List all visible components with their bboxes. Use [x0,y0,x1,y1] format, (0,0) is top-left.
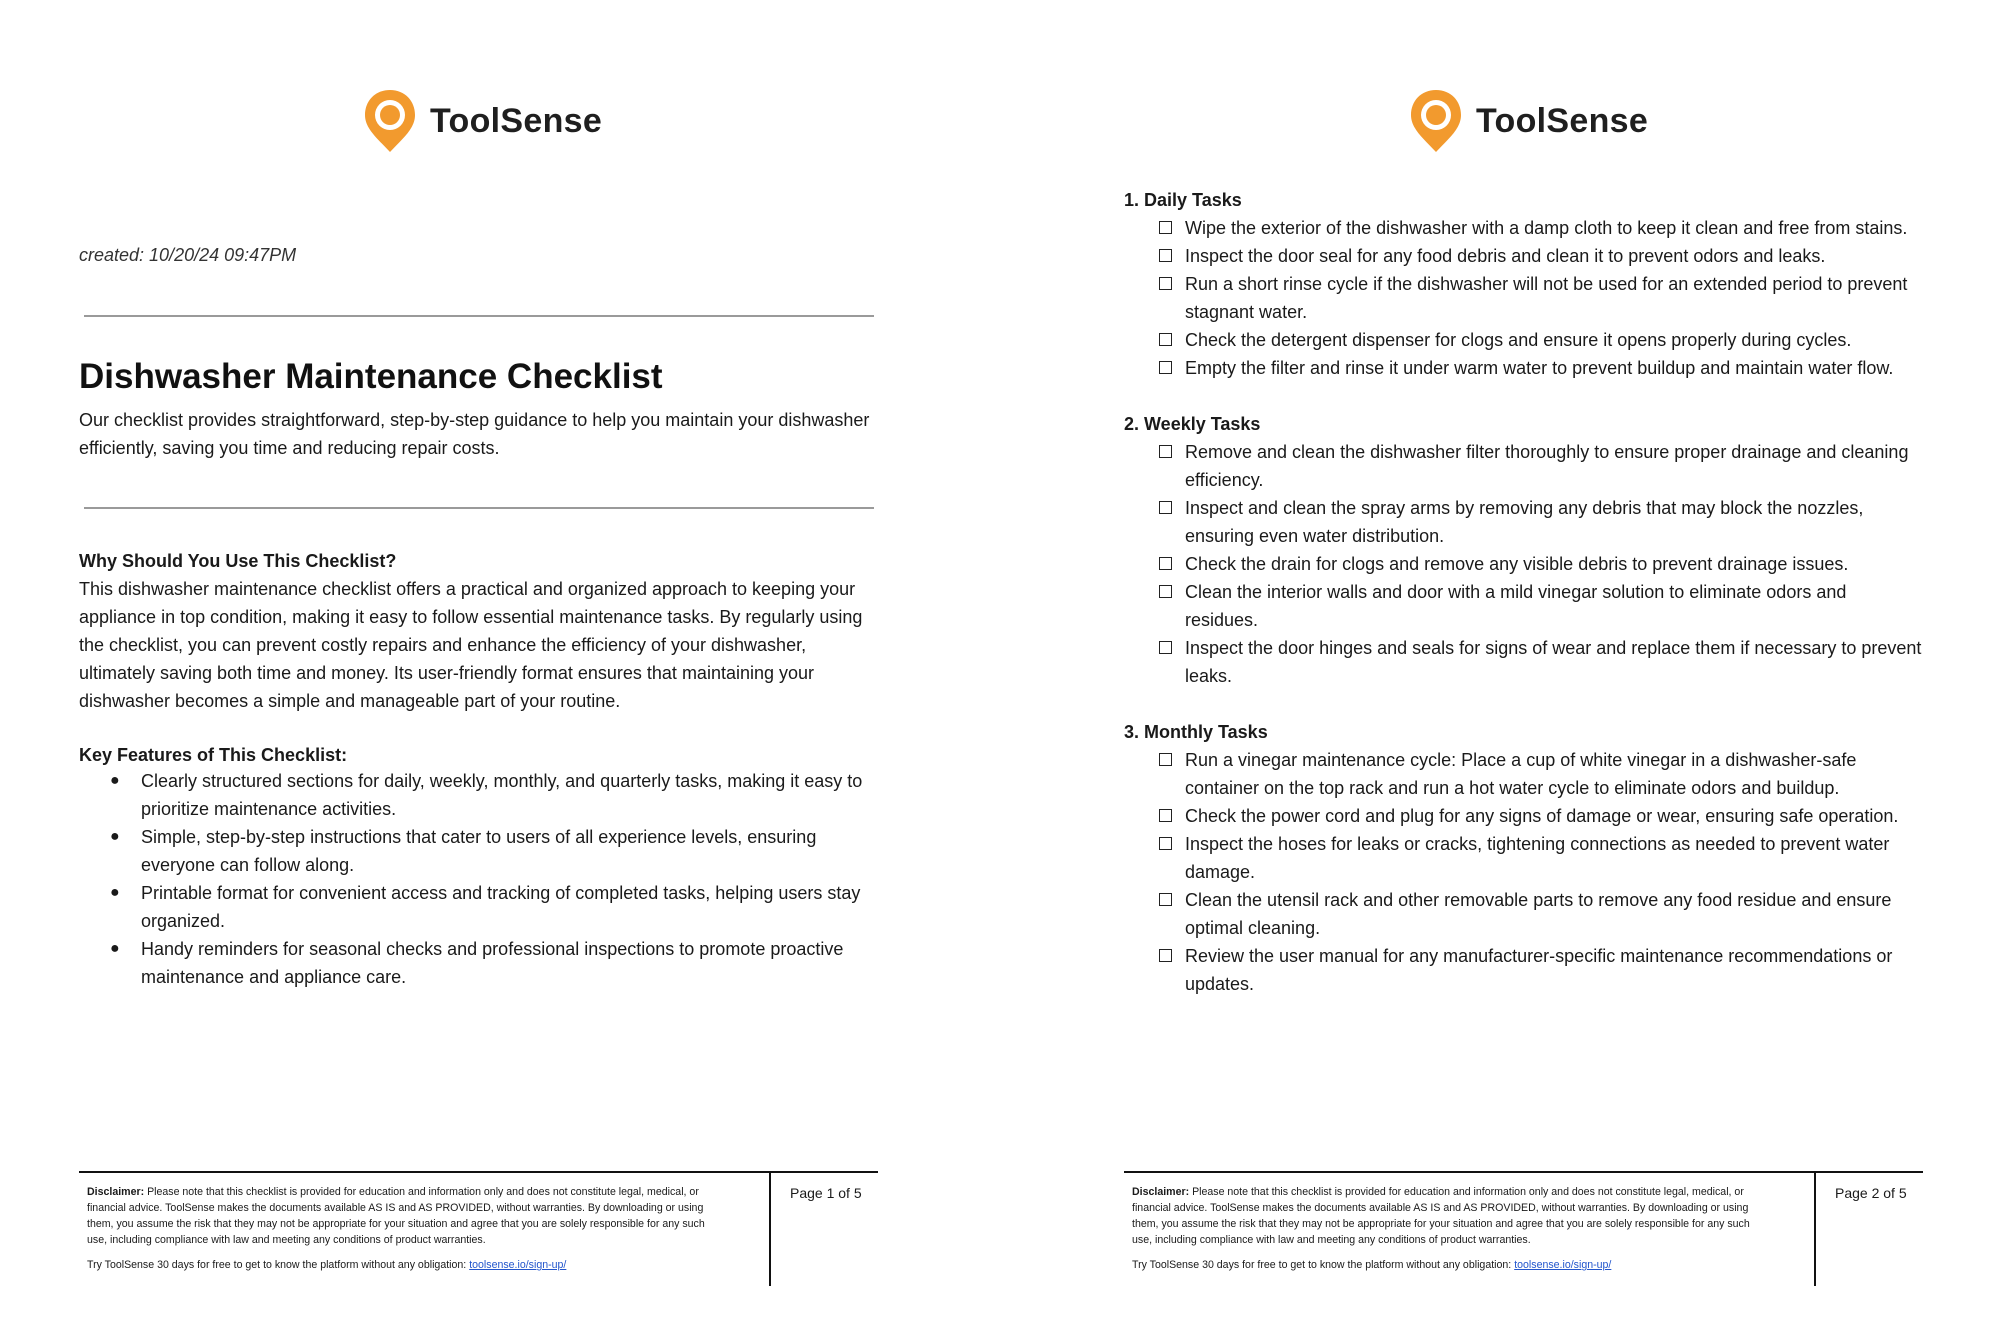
brand-name: ToolSense [430,101,603,140]
list-item: ● Clearly structured sections for daily, weekly, monthly, and quarterly tasks, making it easy to prioritize maintenance activities. [79,767,879,823]
task-checkbox[interactable] [1159,837,1172,850]
list-item: ● Printable format for convenient access and tracking of completed tasks, helping users stay organized. [79,879,879,935]
features-heading: Key Features of This Checklist: [79,745,348,765]
weekly-tasks-section [1124,410,1924,690]
task-checkbox[interactable] [1159,753,1172,766]
task-item: Inspect and clean the spray arms by removing any debris that may block the nozzles, ensuring even water distribution. [1124,494,1924,550]
task-list [1124,438,1924,690]
page-footer [1124,1171,1923,1286]
task-item: Clean the utensil rack and other removable parts to remove any food residue and ensure optimal cleaning. [1124,886,1924,942]
features-list [79,767,879,991]
task-sections [1124,186,1924,1026]
task-checkbox[interactable] [1159,277,1172,290]
why-heading: Why Should You Use This Checklist? [79,551,397,571]
trial-note: Try ToolSense 30 days for free to get to know the platform without any obligation: toolsense.io/sign-up/ [1132,1259,1612,1271]
bullet-icon: ● [110,940,120,957]
section-heading: 1. Daily Tasks [1124,190,1242,210]
signup-link[interactable]: toolsense.io/sign-up/ [469,1259,567,1271]
signup-link[interactable]: toolsense.io/sign-up/ [1514,1259,1612,1271]
created-timestamp: created: 10/20/24 09:47PM [79,245,297,265]
page-title: Dishwasher Maintenance Checklist [79,357,663,396]
page-number: Page 2 of 5 [1835,1185,1907,1201]
section-heading: 2. Weekly Tasks [1124,414,1261,434]
task-checkbox[interactable] [1159,333,1172,346]
list-item: ● Simple, step-by-step instructions that cater to users of all experience levels, ensuring everyone can follow along. [79,823,879,879]
footer-divider [1814,1173,1816,1286]
bullet-icon: ● [110,828,120,845]
task-item: Remove and clean the dishwasher filter thoroughly to ensure proper drainage and cleaning efficiency. [1124,438,1924,494]
task-list [1124,214,1924,382]
task-checkbox[interactable] [1159,361,1172,374]
map-pin-icon [362,88,418,154]
brand-name: ToolSense [1476,101,1649,140]
task-item: Inspect the door hinges and seals for signs of wear and replace them if necessary to prevent leaks. [1124,634,1924,690]
trial-note: Try ToolSense 30 days for free to get to know the platform without any obligation: toolsense.io/sign-up/ [87,1259,567,1271]
page-footer [79,1171,878,1286]
task-item: Review the user manual for any manufacturer-specific maintenance recommendations or updates. [1124,942,1924,998]
monthly-tasks-section [1124,718,1924,998]
brand-logo [362,88,602,154]
task-item: Check the drain for clogs and remove any visible debris to prevent drainage issues. [1124,550,1924,578]
task-checkbox[interactable] [1159,445,1172,458]
section-heading: 3. Monthly Tasks [1124,722,1268,742]
intro-text: Our checklist provides straightforward, step-by-step guidance to help you maintain your dishwasher efficiently, saving you time and reducing repair costs. [79,410,870,458]
bullet-icon: ● [110,772,120,789]
task-item: Check the power cord and plug for any signs of damage or wear, ensuring safe operation. [1124,802,1924,830]
map-pin-icon [1408,88,1464,154]
task-checkbox[interactable] [1159,893,1172,906]
brand-logo [1408,88,1648,154]
task-checkbox[interactable] [1159,221,1172,234]
task-item: Clean the interior walls and door with a mild vinegar solution to eliminate odors and residues. [1124,578,1924,634]
task-item: Inspect the door seal for any food debris and clean it to prevent odors and leaks. [1124,242,1924,270]
task-checkbox[interactable] [1159,557,1172,570]
task-list [1124,746,1924,998]
task-checkbox[interactable] [1159,949,1172,962]
divider [84,315,874,317]
task-checkbox[interactable] [1159,585,1172,598]
footer-divider [769,1173,771,1286]
task-checkbox[interactable] [1159,501,1172,514]
task-item: Wipe the exterior of the dishwasher with a damp cloth to keep it clean and free from stains. [1124,214,1924,242]
divider [84,507,874,509]
task-checkbox[interactable] [1159,641,1172,654]
task-checkbox[interactable] [1159,249,1172,262]
disclaimer: Disclaimer: Please note that this checklist is provided for education and information only and does not constitute legal, medical, or financial advice. ToolSense makes the documents available AS IS and AS PROVIDED, without warranties. By downloading or using them, you assume the risk that they may not be appropriate for your situation and agree that you are solely responsible for any such use, including compliance with law and meeting any conditions of product warranties. [1132,1186,1750,1246]
task-checkbox[interactable] [1159,809,1172,822]
list-item: ● Handy reminders for seasonal checks and professional inspections to promote proactive maintenance and appliance care. [79,935,879,991]
bullet-icon: ● [110,884,120,901]
task-item: Inspect the hoses for leaks or cracks, tightening connections as needed to prevent water damage. [1124,830,1924,886]
document-page-2 [1000,0,2000,1335]
task-item: Run a vinegar maintenance cycle: Place a cup of white vinegar in a dishwasher-safe container on the top rack and run a hot water cycle to eliminate odors and buildup. [1124,746,1924,802]
task-item: Check the detergent dispenser for clogs and ensure it opens properly during cycles. [1124,326,1924,354]
page-number: Page 1 of 5 [790,1185,862,1201]
daily-tasks-section [1124,186,1924,382]
task-item: Empty the filter and rinse it under warm water to prevent buildup and maintain water flow. [1124,354,1924,382]
disclaimer: Disclaimer: Please note that this checklist is provided for education and information only and does not constitute legal, medical, or financial advice. ToolSense makes the documents available AS IS and AS PROVIDED, without warranties. By downloading or using them, you assume the risk that they may not be appropriate for your situation and agree that you are solely responsible for any such use, including compliance with law and meeting any conditions of product warranties. [87,1186,705,1246]
why-paragraph: This dishwasher maintenance checklist offers a practical and organized approach to keeping your appliance in top condition, making it easy to follow essential maintenance tasks. By regularly using the checklist, you can prevent costly repairs and enhance the efficiency of your dishwasher, ultimately saving both time and money. Its user-friendly format ensures that maintaining your dishwasher becomes a simple and manageable part of your routine. [79,579,863,711]
task-item: Run a short rinse cycle if the dishwasher will not be used for an extended period to prevent stagnant water. [1124,270,1924,326]
